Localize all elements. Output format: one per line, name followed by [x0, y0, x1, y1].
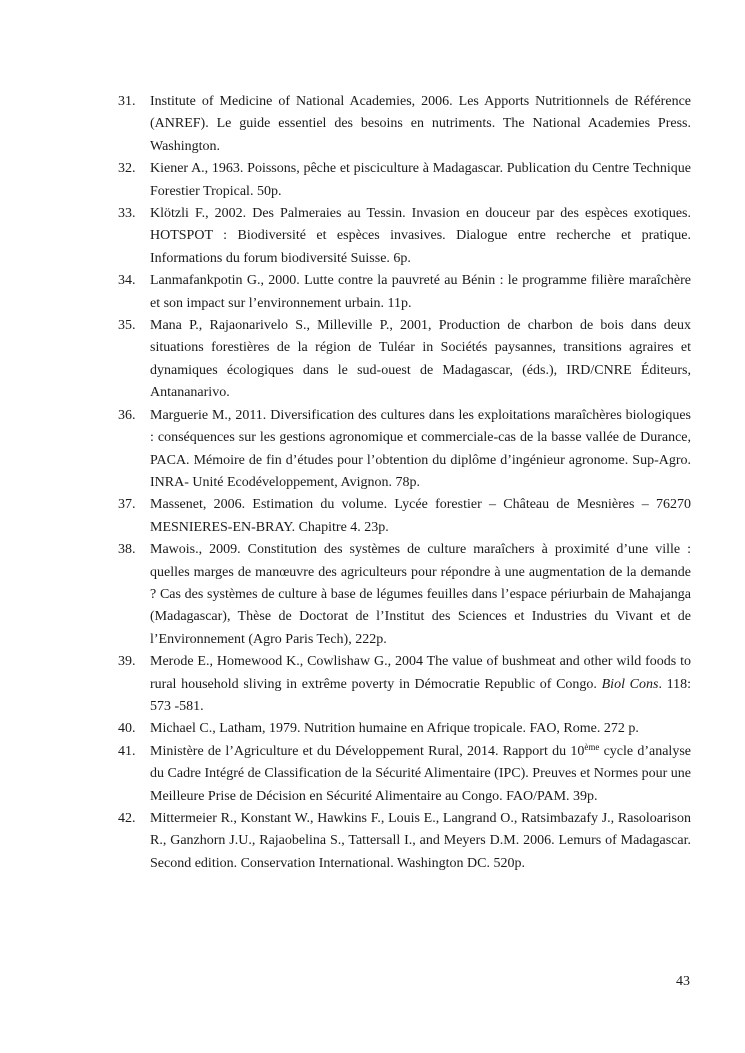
reference-text-before: Merode E., Homewood K., Cowlishaw G., 2004 The value of bushmeat and other wild foods to rural household sliving in extrême poverty in Démocratie Republic of Congo.	[150, 654, 691, 692]
reference-item	[118, 203, 691, 270]
reference-text: Massenet, 2006. Estimation du volume. Lycée forestier – Château de Mesnières – 76270 MESNIERES-EN-BRAY. Chapitre 4. 23p.	[150, 497, 691, 535]
reference-list	[118, 91, 691, 875]
reference-number: 34.	[118, 273, 136, 289]
reference-item	[118, 270, 691, 315]
reference-text-before: Ministère de l’Agriculture et du Développement Rural, 2014. Rapport du 10	[150, 743, 585, 759]
reference-item	[118, 741, 691, 808]
reference-number: 39.	[118, 654, 136, 670]
reference-text	[150, 741, 691, 804]
reference-item	[118, 808, 691, 875]
reference-number: 33.	[118, 206, 136, 222]
reference-text: Mawois., 2009. Constitution des systèmes de culture maraîchers à proximité d’une ville : quelles marges de manœuvre des agriculteurs pour répondre à une augmentation de la demande ? Cas des systèmes de culture à base de légumes feuilles dans l’espace périurbain de Mahajanga (Madagascar), Thèse de Doctorat de l’Institut des Sciences et Industries du Vivant et de l’Environnement (Agro Paris Tech), 222p.	[150, 542, 691, 647]
reference-number: 31.	[118, 94, 136, 109]
reference-number: 41.	[118, 743, 136, 759]
reference-number: 32.	[118, 161, 136, 177]
page-number: 43	[676, 974, 690, 989]
reference-item	[118, 651, 691, 718]
reference-text: Lanmafankpotin G., 2000. Lutte contre la pauvreté au Bénin : le programme filière maraîchère et son impact sur l’environnement urbain. 11p.	[150, 273, 691, 311]
reference-text: Mittermeier R., Konstant W., Hawkins F., Louis E., Langrand O., Ratsimbazafy J., Rasoloarison R., Ganzhorn J.U., Rajaobelina S., Tattersall I., and Meyers D.M. 2006. Lemurs of Madagascar. Second edition. Conservation International. Washington DC. 520p.	[150, 811, 691, 871]
reference-text: Marguerie M., 2011. Diversification des cultures dans les exploitations maraîchères biologiques : conséquences sur les gestions agronomique et commerciale-cas de la basse vallée de Durance, PACA. Mémoire de fin d’études pour l’obtention du diplôme d’ingénieur agronome. Sup-Agro. INRA- Unité Ecodéveloppement, Avignon. 78p.	[150, 407, 691, 490]
reference-text: Mana P., Rajaonarivelo S., Milleville P., 2001, Production de charbon de bois dans deux situations forestières de la région de Tuléar in Sociétés paysannes, transitions agraires et dynamiques écologiques dans le sud-ouest de Madagascar, (éds.), IRD/CNRE Éditeurs, Antananarivo.	[150, 318, 691, 401]
reference-item	[118, 315, 691, 405]
ordinal-superscript: ème	[584, 741, 600, 752]
reference-text-after: . 118: 573 -581.	[150, 676, 691, 714]
reference-number: 36.	[118, 407, 136, 423]
reference-text: Michael C., Latham, 1979. Nutrition humaine en Afrique tropicale. FAO, Rome. 272 p.	[150, 721, 639, 737]
reference-text: Kiener A., 1963. Poissons, pêche et pisciculture à Madagascar. Publication du Centre Technique Forestier Tropical. 50p.	[150, 161, 691, 199]
reference-text	[150, 654, 691, 714]
reference-item	[118, 718, 691, 740]
reference-text-after: cycle d’analyse du Cadre Intégré de Classification de la Sécurité Alimentaire (IPC). Preuves et Normes pour une Meilleure Prise de Décision en Sécurité Alimentaire au Congo. FAO/PAM. 39p.	[150, 743, 691, 804]
reference-item	[118, 158, 691, 203]
reference-item	[118, 91, 691, 158]
reference-number: 42.	[118, 811, 136, 826]
reference-number: 40.	[118, 721, 136, 737]
reference-number: 35.	[118, 318, 136, 334]
journal-name: Biol Cons	[601, 676, 659, 692]
reference-item	[118, 539, 691, 651]
reference-text: Institute of Medicine of National Academies, 2006. Les Apports Nutritionnels de Référence (ANREF). Le guide essentiel des besoins en nutriments. The National Academies Press. Washington.	[150, 94, 691, 154]
reference-text: Klötzli F., 2002. Des Palmeraies au Tessin. Invasion en douceur par des espèces exotiques. HOTSPOT : Biodiversité et espèces invasives. Dialogue entre recherche et pratique. Informations du forum biodiversité Suisse. 6p.	[150, 206, 691, 266]
reference-number: 37.	[118, 497, 136, 513]
reference-item	[118, 405, 691, 495]
reference-item	[118, 494, 691, 539]
reference-number: 38.	[118, 542, 136, 558]
